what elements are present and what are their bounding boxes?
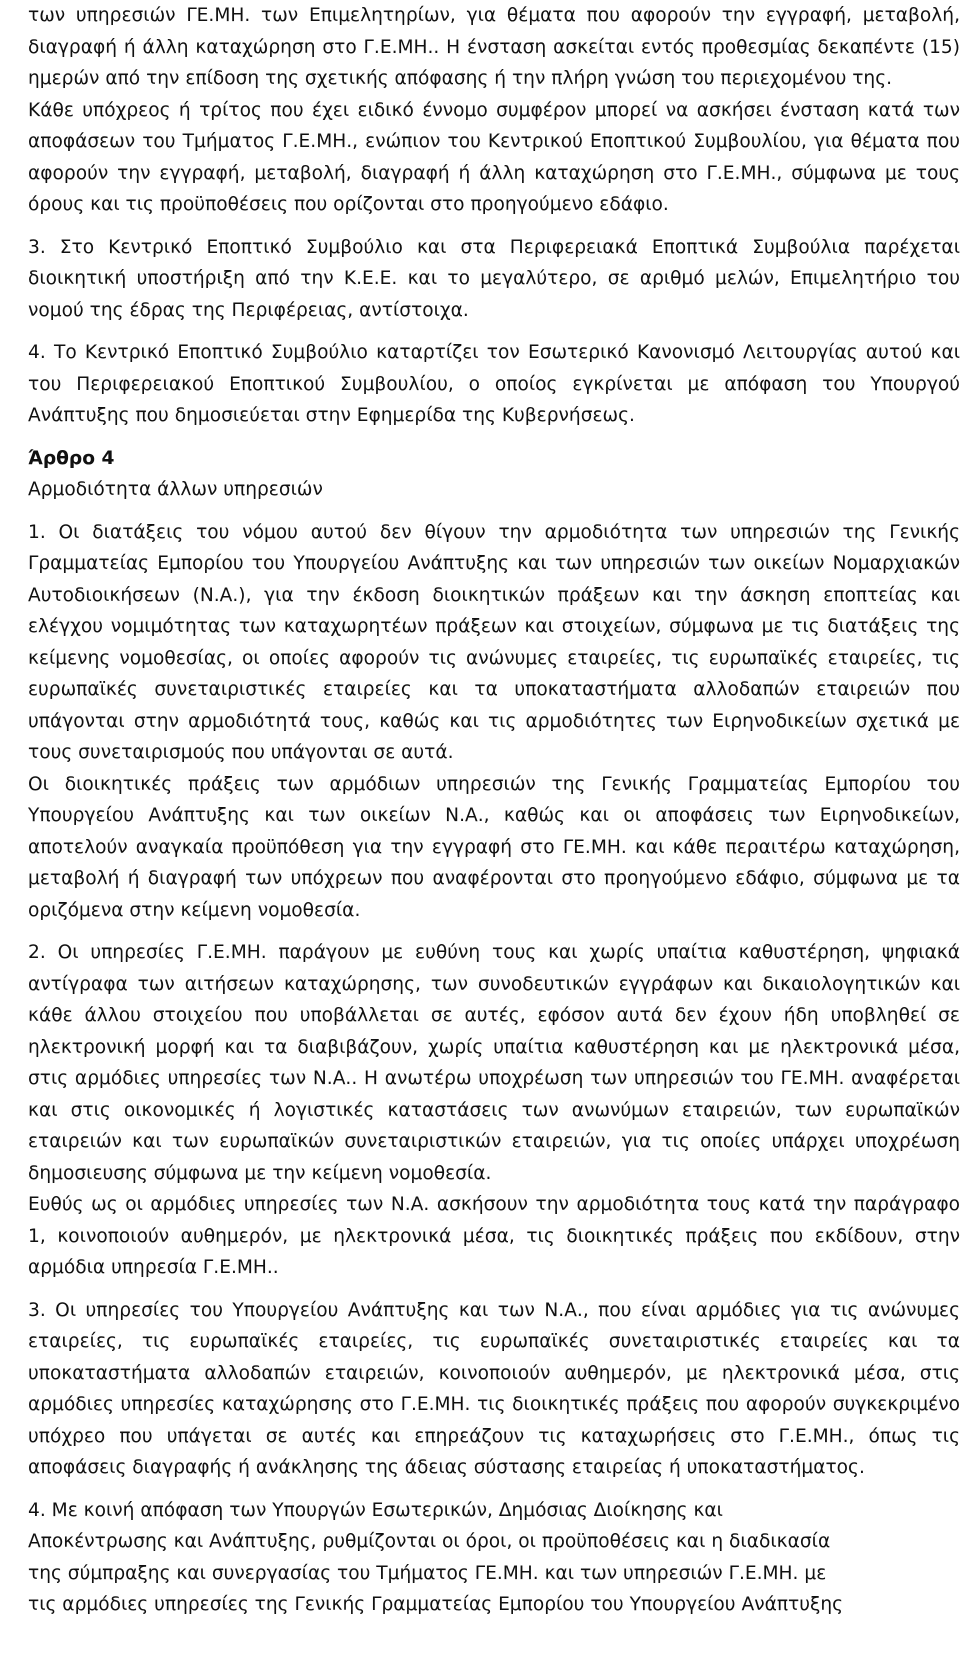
paragraph-objection-right: Κάθε υπόχρεος ή τρίτος που έχει ειδικό έννομο συμφέρον μπορεί να ασκήσει ένσταση κατά των αποφάσεων του Τμήματος Γ.Ε.ΜΗ., ενώπιον του Κεντρικού Εποπτικού Συμβουλίου, για θέματα που αφορούν την εγγραφή, μεταβολή, διαγραφή ή άλλη καταχώρηση στο Γ.Ε.ΜΗ., σύμφωνα με τους όρους και τις προϋποθέσεις που ορίζονται στο προηγούμενο εδάφιο. [28,99,960,215]
text-line: της σύμπραξης και συνεργασίας του Τμήματος ΓΕ.ΜΗ. και των υπηρεσιών Γ.Ε.ΜΗ. με [28,1562,827,1584]
article-4-paragraph-2b: Ευθύς ως οι αρμόδιες υπηρεσίες των Ν.Α. ασκήσουν την αρμοδιότητα τους κατά την παράγραφο 1, κοινοποιούν αυθημερόν, με ηλεκτρονικά μέσα, τις διοικητικές πράξεις που εκδίδουν, στην αρμόδια υπηρεσία Γ.Ε.ΜΗ.. [28,1194,960,1278]
paragraph-objection-deadline: των υπηρεσιών ΓΕ.ΜΗ. των Επιμελητηρίων, για θέματα που αφορούν την εγγραφή, μεταβολή, διαγραφή ή άλλη καταχώρηση στο Γ.Ε.ΜΗ.. Η ένσταση ασκείται εντός προθεσμίας δεκαπέντε (15) ημερών από την επίδοση της σχετικής απόφασης ή την πλήρη γνώση του περιεχομένου της. [28,5,960,89]
spacer [28,1484,960,1495]
article-4-paragraph-4 [28,1495,960,1621]
text-line: τις αρμόδιες υπηρεσίες της Γενικής Γραμματείας Εμπορίου του Υπουργείου Ανάπτυξης [28,1594,844,1615]
text-line: 4. Με κοινή απόφαση των Υπουργών Εσωτερικών, Δημόσιας Διοίκησης και [28,1499,723,1521]
article-4-paragraph-2: 2. Οι υπηρεσίες Γ.Ε.ΜΗ. παράγουν με ευθύνη τους και χωρίς υπαίτια καθυστέρηση, ψηφιακά αντίγραφα των αιτήσεων καταχώρησης, των συνοδευτικών εγγράφων και δικαιολογητικών και κάθε άλλου στοιχείου που υποβάλλεται σε αυτές, εφόσον αυτά δεν έχουν ήδη υποβληθεί σε ηλεκτρονική μορφή και τα διαβιβάζουν, χωρίς υπαίτια καθυστέρηση και με ηλεκτρονικά μέσα, στις αρμόδιες υπηρεσίες των Ν.Α.. Η ανωτέρω υποχρέωση των υπηρεσιών του ΓΕ.ΜΗ. αναφέρεται και στις οικονομικές ή λογιστικές καταστάσεις των ανωνύμων εταιρειών, των ευρωπαϊκών εταιρειών και των ευρωπαϊκών συνεταιριστικών εταιρειών, για τις οποίες υπάρχει υποχρέωση δημοσιευσης σύμφωνα με την κείμενη νομοθεσία. [28,942,960,1184]
article-4-paragraph-1b: Οι διοικητικές πράξεις των αρμόδιων υπηρεσιών της Γενικής Γραμματείας Εμπορίου του Υπουργείου Ανάπτυξης και των οικείων Ν.Α., καθώς και οι αποφάσεις των Ειρηνοδικείων, αποτελούν αναγκαία προϋπόθεση για την εγγραφή στο ΓΕ.ΜΗ. και κάθε περαιτέρω καταχώρηση, μεταβολή ή διαγραφή των υπόχρεων που αναφέρονται στο προηγούμενο εδάφιο, σύμφωνα με τα οριζόμενα στην κείμενη νομοθεσία. [28,773,960,921]
spacer [28,326,960,337]
paragraph-3-admin-support: 3. Στο Κεντρικό Εποπτικό Συμβούλιο και στα Περιφερειακά Εποπτικά Συμβούλια παρέχεται διοικητική υποστήριξη από την Κ.Ε.Ε. και το μεγαλύτερο, σε αριθμό μελών, Επιμελητήριο του νομού της έδρας της Περιφέρειας, αντίστοιχα. [28,236,960,321]
spacer [28,432,960,443]
document-page [28,0,960,1621]
paragraph-4-internal-regulation: 4. Το Κεντρικό Εποπτικό Συμβούλιο καταρτίζει τον Εσωτερικό Κανονισμό Λειτουργίας αυτού και του Περιφερειακού Εποπτικού Συμβουλίου, ο οποίος εγκρίνεται με απόφαση του Υπουργού Ανάπτυξης που δημοσιεύεται στην Εφημερίδα της Κυβερνήσεως. [28,342,960,426]
spacer [28,1284,960,1295]
article-subtitle: Αρμοδιότητα άλλων υπηρεσιών [28,479,323,500]
article-4-paragraph-1: 1. Οι διατάξεις του νόμου αυτού δεν θίγουν την αρμοδιότητα των υπηρεσιών της Γενικής Γραμματείας Εμπορίου του Υπουργείου Ανάπτυξης και των υπηρεσιών των οικείων Νομαρχιακών Αυτοδιοικήσεων (Ν.Α.), για την έκδοση διοικητικών πράξεων και την άσκηση εποπτείας και ελέγχου νομιμότητας των καταχωρητέων πράξεων και στοιχείων, σύμφωνα με τις διατάξεις της κείμενης νομοθεσίας, οι οποίες αφορούν τις ανώνυμες εταιρείες, τις ευρωπαϊκές εταιρείες, τις ευρωπαϊκές συνεταιριστικές εταιρείες και τα υποκαταστήματα αλλοδαπών εταιρειών που υπάγονται στην αρμοδιότητά τους, καθώς και τις αρμοδιότητες των Ειρηνοδικείων σχετικά με τους συνεταιρισμούς που υπάγονται σε αυτά. [28,521,960,763]
text-line: Αποκέντρωσης και Ανάπτυξης, ρυθμίζονται οι όροι, οι προϋποθέσεις και η διαδικασία [28,1531,831,1552]
spacer [28,221,960,232]
spacer [28,926,960,937]
article-4-paragraph-3: 3. Οι υπηρεσίες του Υπουργείου Ανάπτυξης και των Ν.Α., που είναι αρμόδιες για τις ανώνυμες εταιρείες, τις ευρωπαϊκές εταιρείες, τις ευρωπαϊκές συνεταιριστικές εταιρείες και τα υποκαταστήματα αλλοδαπών εταιρειών, κοινοποιούν αυθημερόν, με ηλεκτρονικά μέσα, στις αρμόδιες υπηρεσίες καταχώρησης στο Γ.Ε.ΜΗ. τις διοικητικές πράξεις που αφορούν συγκεκριμένο υπόχρεο που υπάγεται σε αυτές και επηρεάζουν τις καταχωρήσεις στο Γ.Ε.ΜΗ., όπως τις αποφάσεις διαγραφής ή ανάκλησης της άδειας σύστασης εταιρείας ή υποκαταστήματος. [28,1299,960,1478]
article-heading: Άρθρο 4 [28,447,115,469]
spacer [28,506,960,517]
